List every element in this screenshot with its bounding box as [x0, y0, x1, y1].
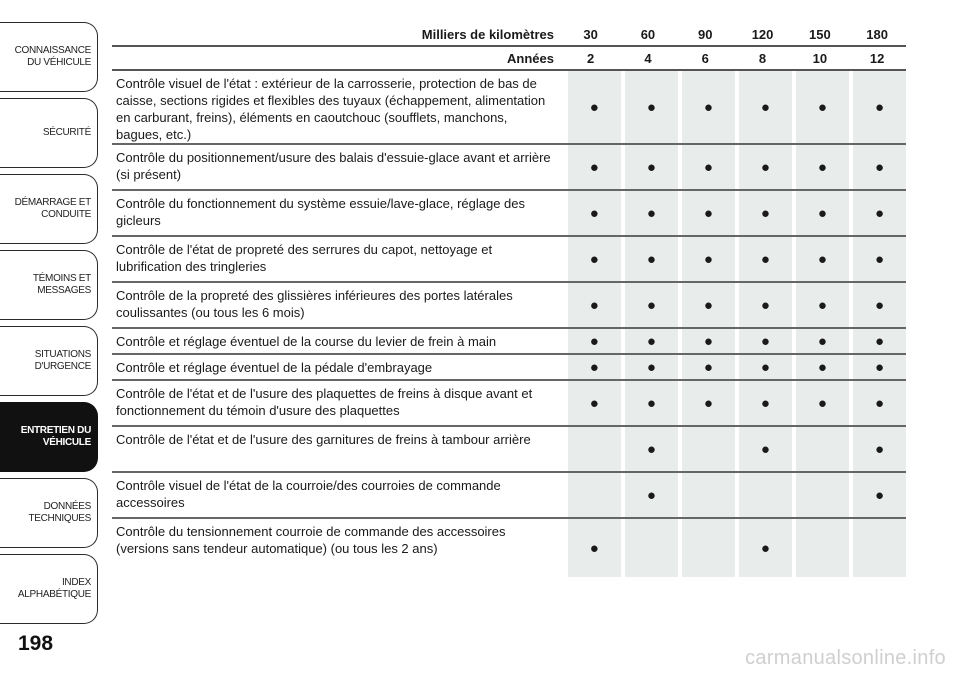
interval-cell	[796, 355, 849, 379]
bullet-mark: ●	[817, 296, 827, 314]
interval-cell	[739, 519, 792, 577]
bullet-mark: ●	[703, 204, 713, 222]
bullet-mark: ●	[589, 358, 599, 376]
table-row	[112, 381, 906, 427]
interval-cell	[853, 473, 906, 517]
interval-cell	[796, 283, 849, 327]
bullet-mark: ●	[817, 158, 827, 176]
interval-cell	[568, 71, 621, 143]
interval-cell	[796, 329, 849, 353]
interval-cell	[796, 237, 849, 281]
table-row	[112, 145, 906, 191]
bullet-mark: ●	[703, 158, 713, 176]
chapter-tab[interactable]	[0, 554, 98, 624]
interval-cell	[568, 329, 621, 353]
interval-cell	[625, 71, 678, 143]
maintenance-item-text: Contrôle de l'état et de l'usure des plaquettes de freins à disque avant et fonctionnement du témoin d'usure des plaquettes	[116, 386, 533, 418]
chapter-tab[interactable]	[0, 478, 98, 548]
table-row	[112, 191, 906, 237]
interval-cell	[739, 381, 792, 425]
maintenance-item-text: Contrôle de l'état et de l'usure des garnitures de freins à tambour arrière	[116, 432, 531, 447]
bullet-mark: ●	[874, 98, 885, 116]
interval-cell	[853, 427, 906, 471]
bullet-mark: ●	[874, 250, 885, 268]
bullet-mark: ●	[646, 250, 656, 268]
header-years-cell: 12	[869, 50, 885, 66]
bullet-mark: ●	[646, 394, 656, 412]
chapter-tab[interactable]	[0, 98, 98, 168]
interval-cell	[853, 381, 906, 425]
chapter-tab[interactable]	[0, 402, 98, 472]
bullet-mark: ●	[874, 358, 885, 376]
header-km-cell: 150	[808, 26, 831, 42]
interval-cell	[682, 145, 735, 189]
table-row	[112, 71, 906, 145]
interval-cell	[682, 71, 735, 143]
interval-cell	[682, 355, 735, 379]
interval-cell	[853, 519, 906, 577]
interval-cell	[625, 145, 678, 189]
bullet-mark: ●	[874, 440, 885, 458]
chapter-tab-label: SÉCURITÉ	[42, 127, 91, 138]
header-years-cell: 10	[812, 50, 828, 66]
maintenance-item-text: Contrôle et réglage éventuel de la course du levier de frein à main	[116, 334, 497, 349]
header-km-row	[112, 23, 906, 47]
chapter-tab-label: ENTRETIEN DU VÉHICULE	[20, 425, 91, 448]
interval-cell	[625, 237, 678, 281]
table-row	[112, 283, 906, 329]
chapter-tab[interactable]	[0, 326, 98, 396]
bullet-mark: ●	[703, 332, 713, 350]
bullet-mark: ●	[874, 486, 885, 504]
chapter-tab-label: SITUATIONS D'URGENCE	[34, 349, 91, 372]
interval-cell	[796, 381, 849, 425]
bullet-mark: ●	[760, 332, 770, 350]
chapter-tab-label: DONNÉES TECHNIQUES	[28, 501, 91, 524]
header-years-cell: 6	[701, 50, 709, 66]
header-years-cell: 8	[758, 50, 767, 66]
interval-cell	[682, 519, 735, 577]
header-km-cell: 30	[583, 26, 598, 42]
bullet-mark: ●	[760, 204, 770, 222]
interval-cell	[568, 191, 621, 235]
interval-cell	[682, 427, 735, 471]
bullet-mark: ●	[760, 98, 770, 116]
table-row	[112, 237, 906, 283]
bullet-mark: ●	[874, 204, 885, 222]
bullet-mark: ●	[817, 204, 827, 222]
header-years-label: Années	[507, 50, 554, 66]
bullet-mark: ●	[760, 296, 770, 314]
bullet-mark: ●	[589, 250, 599, 268]
bullet-mark: ●	[760, 358, 770, 376]
interval-cell	[682, 191, 735, 235]
interval-cell	[682, 283, 735, 327]
interval-cell	[739, 355, 792, 379]
interval-cell	[853, 191, 906, 235]
interval-cell	[682, 473, 735, 517]
bullet-mark: ●	[589, 394, 599, 412]
chapter-tab-label: TÉMOINS ET MESSAGES	[32, 273, 91, 296]
bullet-mark: ●	[589, 539, 599, 557]
interval-cell	[625, 427, 678, 471]
bullet-mark: ●	[646, 440, 656, 458]
chapter-tab[interactable]	[0, 250, 98, 320]
bullet-mark: ●	[760, 440, 770, 458]
maintenance-item-text: Contrôle du positionnement/usure des balais d'essuie-glace avant et arrière (si présent)	[116, 150, 551, 182]
interval-cell	[739, 237, 792, 281]
interval-cell	[568, 145, 621, 189]
interval-cell	[739, 283, 792, 327]
interval-cell	[739, 329, 792, 353]
table-row	[112, 519, 906, 577]
interval-cell	[796, 145, 849, 189]
bullet-mark: ●	[703, 250, 713, 268]
interval-cell	[568, 427, 621, 471]
table-row	[112, 473, 906, 519]
bullet-mark: ●	[874, 296, 885, 314]
table-row	[112, 355, 906, 381]
chapter-tab-label: CONNAISSANCE DU VÉHICULE	[14, 45, 91, 68]
interval-cell	[568, 473, 621, 517]
interval-cell	[568, 283, 621, 327]
interval-cell	[625, 329, 678, 353]
interval-cell	[568, 381, 621, 425]
page-number: 198	[18, 632, 54, 655]
interval-cell	[625, 283, 678, 327]
interval-cell	[796, 519, 849, 577]
bullet-mark: ●	[703, 98, 713, 116]
bullet-mark: ●	[874, 158, 885, 176]
chapter-tab[interactable]	[0, 22, 98, 92]
bullet-mark: ●	[646, 204, 656, 222]
interval-cell	[625, 355, 678, 379]
table-row	[112, 427, 906, 473]
maintenance-item-text: Contrôle visuel de l'état de la courroie/des courroies de commande accessoires	[116, 478, 501, 510]
interval-cell	[796, 71, 849, 143]
header-km-cell: 90	[698, 26, 713, 42]
maintenance-item-text: Contrôle de l'état de propreté des serrures du capot, nettoyage et lubrification des tringleries	[116, 242, 493, 274]
interval-cell	[625, 381, 678, 425]
bullet-mark: ●	[817, 394, 827, 412]
header-km-cell: 120	[751, 26, 774, 42]
bullet-mark: ●	[589, 332, 599, 350]
bullet-mark: ●	[646, 158, 656, 176]
interval-cell	[853, 145, 906, 189]
bullet-mark: ●	[874, 394, 885, 412]
interval-cell	[739, 71, 792, 143]
bullet-mark: ●	[589, 296, 599, 314]
watermark: carmanualsonline.info	[745, 647, 946, 669]
maintenance-table	[112, 23, 906, 577]
bullet-mark: ●	[703, 296, 713, 314]
interval-cell	[739, 427, 792, 471]
table-body	[112, 71, 906, 577]
interval-cell	[853, 329, 906, 353]
interval-cell	[853, 71, 906, 143]
maintenance-item-text: Contrôle visuel de l'état : extérieur de la carrosserie, protection de bas de caisse, sections rigides et flexibles des tuyaux (échappement, alimentation en carburant, freins), éléments en caoutchouc (soufflets, manchons, bagues, etc.)	[116, 76, 546, 142]
interval-cell	[796, 191, 849, 235]
bullet-mark: ●	[589, 98, 599, 116]
interval-cell	[739, 191, 792, 235]
table-row	[112, 329, 906, 355]
header-years-cell: 2	[587, 50, 595, 66]
header-km-cell: 60	[640, 26, 656, 42]
bullet-mark: ●	[817, 358, 827, 376]
interval-cell	[739, 145, 792, 189]
bullet-mark: ●	[646, 486, 656, 504]
interval-cell	[739, 473, 792, 517]
chapter-tab-label: DÉMARRAGE ET CONDUITE	[14, 197, 91, 220]
interval-cell	[796, 473, 849, 517]
bullet-mark: ●	[760, 394, 770, 412]
bullet-mark: ●	[817, 98, 827, 116]
bullet-mark: ●	[646, 98, 656, 116]
interval-cell	[568, 355, 621, 379]
bullet-mark: ●	[589, 158, 599, 176]
maintenance-item-text: Contrôle de la propreté des glissières inférieures des portes latérales coulissantes (ou tous les 6 mois)	[116, 288, 513, 320]
chapter-tab-label: INDEX ALPHABÉTIQUE	[17, 577, 91, 600]
interval-cell	[853, 355, 906, 379]
interval-cell	[853, 237, 906, 281]
bullet-mark: ●	[817, 332, 827, 350]
chapter-tab[interactable]	[0, 174, 98, 244]
maintenance-item-text: Contrôle du tensionnement courroie de commande des accessoires (versions sans tendeur automatique) (ou tous les 2 ans)	[116, 524, 506, 556]
bullet-mark: ●	[760, 158, 770, 176]
interval-cell	[625, 519, 678, 577]
header-km-label: Milliers de kilomètres	[421, 26, 554, 42]
interval-cell	[625, 473, 678, 517]
interval-cell	[682, 329, 735, 353]
interval-cell	[568, 237, 621, 281]
bullet-mark: ●	[817, 250, 827, 268]
bullet-mark: ●	[646, 332, 656, 350]
bullet-mark: ●	[646, 296, 656, 314]
bullet-mark: ●	[874, 332, 885, 350]
header-years-cell: 4	[644, 50, 652, 66]
bullet-mark: ●	[703, 358, 713, 376]
interval-cell	[682, 381, 735, 425]
interval-cell	[682, 237, 735, 281]
bullet-mark: ●	[589, 204, 599, 222]
bullet-mark: ●	[703, 394, 713, 412]
interval-cell	[625, 191, 678, 235]
maintenance-item-text: Contrôle du fonctionnement du système essuie/lave-glace, réglage des gicleurs	[116, 196, 526, 228]
interval-cell	[568, 519, 621, 577]
interval-cell	[853, 283, 906, 327]
bullet-mark: ●	[760, 539, 770, 557]
bullet-mark: ●	[646, 358, 656, 376]
maintenance-item-text: Contrôle et réglage éventuel de la pédale d'embrayage	[116, 360, 433, 375]
interval-cell	[796, 427, 849, 471]
header-km-cell: 180	[866, 26, 888, 42]
header-years-row	[112, 47, 906, 71]
bullet-mark: ●	[760, 250, 770, 268]
